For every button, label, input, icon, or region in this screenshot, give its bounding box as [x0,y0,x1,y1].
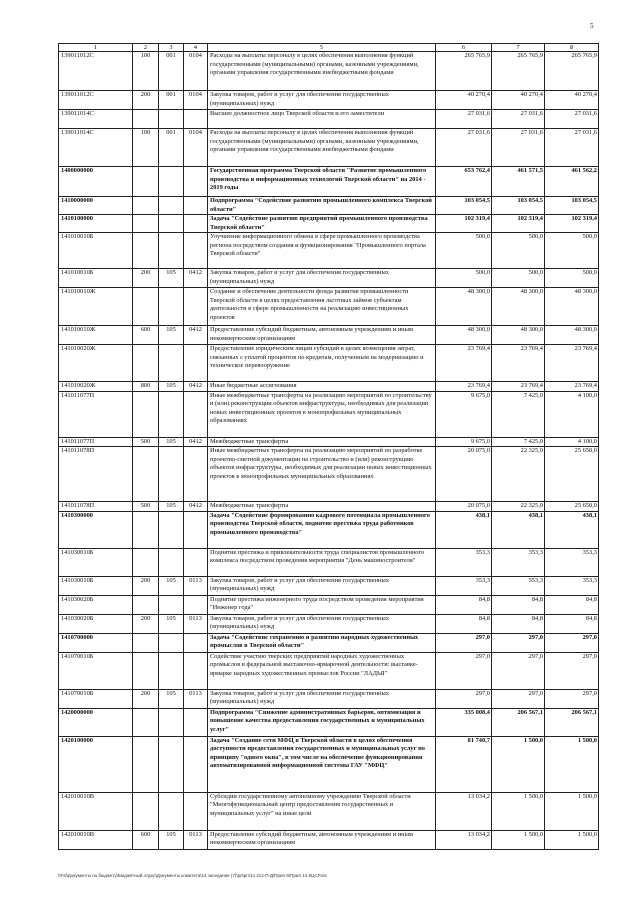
pr-cell: 0113 [184,576,208,595]
value-2017-cell: 297,0 [436,633,492,652]
rz-cell [159,345,184,382]
vr-cell [133,197,159,215]
code-cell: 141011078П [59,502,133,512]
vr-cell [133,511,159,548]
name-cell: Поднятие престижа инженерного труда посредством проведения мероприятия "Инженер года" [208,595,436,614]
rz-cell: 001 [159,52,184,91]
name-cell: Расходы на выплаты персоналу в целях обеспечения выполнения функций государственными (муниципальными) органами, казенными учреждениями, органами управления государственными внебюджетными фондами [208,52,436,91]
rz-cell [159,197,184,215]
table-row [59,548,599,576]
code-cell: 141010010Б [59,269,133,288]
name-cell: Предоставление юридическим лицам субсидий в целях возмещения затрат, связанных с уплатой процентов по кредитам, полученным на модернизацию и техническое перевооружение [208,345,436,382]
pr-cell: 0412 [184,269,208,288]
rz-cell [159,708,184,736]
value-2019-cell: 48 300,0 [545,288,599,326]
value-2019-cell: 23 769,4 [545,382,599,392]
vr-cell [133,633,159,652]
code-cell: 1410300000 [59,511,133,548]
table-row [59,269,599,288]
code-cell: 1400000000 [59,167,133,197]
value-2018-cell: 40 270,4 [492,91,545,110]
vr-cell [133,110,159,129]
name-cell: Закупка товаров, работ и услуг для обеспечения государственных (муниципальных) нужд [208,689,436,708]
name-cell: Задача "Создание сети МФЦ в Тверской области в целях обеспечения доступности предоставления государственных и муниципальных услуг по принципу "одного окна", в том числе на обеспечение функционирования автоматизированной информационной системы ГАУ "МФЦ" [208,736,436,792]
name-cell: Межбюджетные трансферты [208,502,436,512]
value-2018-cell: 7 425,0 [492,437,545,447]
vr-cell [133,652,159,689]
header-row [59,44,599,52]
file-path-footer: \\Fsl\Документы по бюджету\Бюджетный отдел\Документы комитета\14 заседание (7)\рп\рп\14 312-П-Д\Прил 8\Прил 14 КЦСР.xls [58,873,327,878]
table-row [59,52,599,91]
table-row [59,633,599,652]
name-cell: Создание и обеспечение деятельности фонда развития промышленности Тверской области в целях предоставления льготных займов субъектам деятельности в сфере промышленности на реализацию инвестиционных проектов [208,288,436,326]
value-2018-cell: 438,1 [492,511,545,548]
vr-cell [133,391,159,437]
value-2017-cell: 23 769,4 [436,345,492,382]
vr-cell: 200 [133,269,159,288]
pr-cell [184,233,208,269]
vr-cell: 600 [133,326,159,345]
code-cell: 141010010Ж [59,326,133,345]
pr-cell [184,391,208,437]
value-2017-cell: 20 075,0 [436,502,492,512]
value-2017-cell: 84,8 [436,595,492,614]
code-cell: 1410000000 [59,197,133,215]
pr-cell: 0113 [184,614,208,633]
rz-cell [159,633,184,652]
value-2018-cell: 48 300,0 [492,288,545,326]
name-cell: Закупка товаров, работ и услуг для обеспечения государственных (муниципальных) нужд [208,576,436,595]
value-2017-cell: 27 031,6 [436,110,492,129]
code-cell: 141011077П [59,391,133,437]
value-2017-cell: 353,3 [436,548,492,576]
value-2018-cell: 22 325,0 [492,447,545,502]
table-row [59,708,599,736]
vr-cell [133,792,159,830]
pr-cell: 0104 [184,52,208,91]
rz-cell [159,288,184,326]
value-2017-cell: 20 075,0 [436,447,492,502]
value-2017-cell: 48 300,0 [436,326,492,345]
value-2019-cell: 265 765,9 [545,52,599,91]
header-cell-3: 3 [159,44,184,52]
table-row [59,167,599,197]
value-2017-cell: 9 675,0 [436,391,492,437]
value-2019-cell: 27 031,6 [545,110,599,129]
rz-cell [159,548,184,576]
value-2019-cell: 25 650,0 [545,502,599,512]
vr-cell: 800 [133,382,159,392]
rz-cell: 105 [159,576,184,595]
value-2018-cell: 297,0 [492,633,545,652]
value-2017-cell: 297,0 [436,652,492,689]
name-cell: Подпрограмма "Снижение административных барьеров, оптимизация и повышение качества предоставления государственных и муниципальных услуг" [208,708,436,736]
value-2018-cell: 265 765,9 [492,52,545,91]
header-cell-8: 8 [545,44,599,52]
rz-cell [159,110,184,129]
header-cell-6: 6 [436,44,492,52]
table-row [59,382,599,392]
pr-cell [184,215,208,233]
pr-cell: 0113 [184,830,208,849]
name-cell: Высшее должностное лицо Тверской области и его заместители [208,110,436,129]
name-cell: Задача "Содействие формированию кадрового потенциала промышленного производства Тверской области, поднятие престижа труда работников промышленного производства" [208,511,436,548]
code-cell: 1410700000 [59,633,133,652]
pr-cell [184,792,208,830]
rz-cell [159,447,184,502]
vr-cell [133,215,159,233]
value-2019-cell: 1 500,0 [545,830,599,849]
value-2019-cell: 353,3 [545,576,599,595]
table-row [59,736,599,792]
value-2019-cell: 297,0 [545,689,599,708]
table-row [59,215,599,233]
table-row [59,792,599,830]
value-2019-cell: 4 100,0 [545,391,599,437]
value-2017-cell: 81 740,7 [436,736,492,792]
vr-cell [133,288,159,326]
pr-cell [184,595,208,614]
rz-cell [159,792,184,830]
table-row [59,595,599,614]
value-2017-cell: 27 031,6 [436,129,492,167]
page-mark: 5 [590,22,594,30]
table-row [59,197,599,215]
table-row [59,447,599,502]
name-cell: Улучшение информационного обмена в сфере промышленного производства региона посредством создания и функционирования "Промышленного портала Тверской области" [208,233,436,269]
value-2019-cell: 102 319,4 [545,215,599,233]
pr-cell [184,736,208,792]
value-2017-cell: 102 319,4 [436,215,492,233]
pr-cell [184,167,208,197]
header-cell-5: 5 [208,44,436,52]
vr-cell: 100 [133,129,159,167]
value-2017-cell: 48 300,0 [436,288,492,326]
value-2018-cell: 297,0 [492,652,545,689]
value-2018-cell: 23 769,4 [492,382,545,392]
name-cell: Субсидии государственному автономному учреждению Тверской области "Многофункциональный центр предоставления государственных и муниципальных услуг" на иные цели [208,792,436,830]
pr-cell: 0412 [184,326,208,345]
vr-cell [133,167,159,197]
value-2017-cell: 103 054,5 [436,197,492,215]
pr-cell [184,110,208,129]
table-row [59,652,599,689]
pr-cell: 0412 [184,437,208,447]
code-cell: 139011012С [59,52,133,91]
value-2019-cell: 353,3 [545,548,599,576]
value-2019-cell: 1 500,0 [545,792,599,830]
rz-cell: 105 [159,830,184,849]
value-2019-cell: 297,0 [545,652,599,689]
rz-cell: 105 [159,437,184,447]
value-2017-cell: 335 008,4 [436,708,492,736]
value-2019-cell: 25 650,0 [545,447,599,502]
pr-cell: 0104 [184,91,208,110]
value-2018-cell: 500,0 [492,269,545,288]
rz-cell: 105 [159,502,184,512]
value-2018-cell: 84,8 [492,595,545,614]
code-cell: 141010010Б [59,233,133,269]
vr-cell: 600 [133,830,159,849]
rz-cell: 105 [159,382,184,392]
value-2017-cell: 500,0 [436,269,492,288]
value-2019-cell: 84,8 [545,595,599,614]
name-cell: Задача "Содействие сохранению и развитию народных художественных промыслов в Тверской области" [208,633,436,652]
value-2018-cell: 48 300,0 [492,326,545,345]
code-cell: 141011077П [59,437,133,447]
pr-cell [184,548,208,576]
pr-cell [184,652,208,689]
value-2017-cell: 653 762,4 [436,167,492,197]
vr-cell: 500 [133,437,159,447]
pr-cell: 0412 [184,502,208,512]
code-cell: 139011014С [59,110,133,129]
value-2017-cell: 438,1 [436,511,492,548]
value-2019-cell: 27 031,6 [545,129,599,167]
name-cell: Задача "Содействие развитию предприятий промышленного производства Тверской области" [208,215,436,233]
name-cell: Предоставление субсидий бюджетным, автономным учреждениям и иным некоммерческим организациям [208,326,436,345]
budget-table [58,43,599,850]
value-2017-cell: 84,8 [436,614,492,633]
value-2018-cell: 1 500,0 [492,736,545,792]
rz-cell [159,391,184,437]
value-2019-cell: 40 270,4 [545,91,599,110]
vr-cell: 200 [133,576,159,595]
table-row [59,614,599,633]
pr-cell [184,197,208,215]
vr-cell [133,736,159,792]
value-2018-cell: 461 571,5 [492,167,545,197]
code-cell: 1420000000 [59,708,133,736]
name-cell: Расходы на выплаты персоналу в целях обеспечения выполнения функций государственными (муниципальными) органами, казенными учреждениями, органами управления государственными внебюджетными фондами [208,129,436,167]
value-2019-cell: 103 054,5 [545,197,599,215]
rz-cell: 001 [159,91,184,110]
value-2018-cell: 23 769,4 [492,345,545,382]
rz-cell: 105 [159,689,184,708]
table-row [59,511,599,548]
value-2017-cell: 500,0 [436,233,492,269]
value-2017-cell: 13 034,2 [436,830,492,849]
table-row [59,437,599,447]
name-cell: Закупка товаров, работ и услуг для обеспечения государственных (муниципальных) нужд [208,614,436,633]
value-2018-cell: 500,0 [492,233,545,269]
value-2019-cell: 48 300,0 [545,326,599,345]
code-cell: 139011014С [59,129,133,167]
name-cell: Предоставление субсидий бюджетным, автономным учреждениям и иным некоммерческим организациям [208,830,436,849]
value-2018-cell: 84,8 [492,614,545,633]
table-row [59,129,599,167]
header-cell-1: 1 [59,44,133,52]
value-2018-cell: 353,3 [492,576,545,595]
vr-cell [133,595,159,614]
name-cell: Государственная программа Тверской области "Развитие промышленного производства и информационных технологий Тверской области" на 2014 - 2019 годы [208,167,436,197]
value-2018-cell: 206 567,1 [492,708,545,736]
code-cell: 1410100000 [59,215,133,233]
pr-cell: 0412 [184,382,208,392]
code-cell: 141030020Б [59,614,133,633]
value-2017-cell: 265 765,9 [436,52,492,91]
code-cell: 141010020Ж [59,345,133,382]
code-cell: 142010010В [59,830,133,849]
pr-cell: 0113 [184,689,208,708]
name-cell: Иные межбюджетные трансферты на реализацию мероприятий по разработке проектно-сметной документации на строительство и (или) реконструкцию объектов инфраструктуры, необходимых для реализации новых инвестиционных проектов в монопрофильных муниципальных образованиях [208,447,436,502]
rz-cell [159,215,184,233]
rz-cell [159,736,184,792]
pr-cell: 0104 [184,129,208,167]
value-2019-cell: 23 769,4 [545,345,599,382]
code-cell: 141030010Б [59,548,133,576]
value-2019-cell: 500,0 [545,233,599,269]
value-2018-cell: 27 031,6 [492,110,545,129]
vr-cell [133,345,159,382]
name-cell: Содействие участию тверских предприятий народных художественных промыслов в федеральной выставочно-ярмарочной деятельности: выставке-ярмарке народных художественных промыслов России "ЛАДЬЯ" [208,652,436,689]
vr-cell [133,708,159,736]
value-2018-cell: 103 054,5 [492,197,545,215]
value-2018-cell: 1 500,0 [492,792,545,830]
name-cell: Поднятие престижа и привлекательности труда специалистов промышленного комплекса посредством проведения мероприятия "День машиностроителя" [208,548,436,576]
table-row [59,91,599,110]
name-cell: Закупка товаров, работ и услуг для обеспечения государственных (муниципальных) нужд [208,91,436,110]
rz-cell: 105 [159,614,184,633]
table-row [59,576,599,595]
value-2017-cell: 23 769,4 [436,382,492,392]
value-2019-cell: 461 562,2 [545,167,599,197]
pr-cell [184,511,208,548]
vr-cell: 200 [133,614,159,633]
value-2019-cell: 4 100,0 [545,437,599,447]
value-2019-cell: 500,0 [545,269,599,288]
value-2018-cell: 27 031,6 [492,129,545,167]
table-row [59,830,599,849]
code-cell: 141070010Б [59,652,133,689]
value-2019-cell: 206 567,1 [545,708,599,736]
value-2017-cell: 297,0 [436,689,492,708]
value-2019-cell: 438,1 [545,511,599,548]
pr-cell [184,447,208,502]
rz-cell [159,511,184,548]
table-row [59,233,599,269]
value-2019-cell: 297,0 [545,633,599,652]
value-2018-cell: 22 325,0 [492,502,545,512]
header-cell-4: 4 [184,44,208,52]
rz-cell: 105 [159,326,184,345]
value-2018-cell: 1 500,0 [492,830,545,849]
name-cell: Иные межбюджетные трансферты на реализацию мероприятий по строительству и (или) реконструкции объектов инфраструктуры, необходимых для реализации новых инвестиционных проектов в монопрофильных муниципальных образованиях [208,391,436,437]
vr-cell: 100 [133,52,159,91]
value-2018-cell: 7 425,0 [492,391,545,437]
value-2017-cell: 353,3 [436,576,492,595]
value-2017-cell: 13 034,2 [436,792,492,830]
rz-cell [159,233,184,269]
code-cell: 139011012С [59,91,133,110]
table-row [59,391,599,437]
vr-cell [133,233,159,269]
code-cell: 141030010Б [59,576,133,595]
table-row [59,288,599,326]
rz-cell [159,652,184,689]
value-2018-cell: 353,3 [492,548,545,576]
value-2018-cell: 297,0 [492,689,545,708]
rz-cell: 001 [159,129,184,167]
value-2017-cell: 40 270,4 [436,91,492,110]
pr-cell [184,633,208,652]
table-row [59,502,599,512]
code-cell: 141011078П [59,447,133,502]
code-cell: 141010020Ж [59,382,133,392]
value-2019-cell: 84,8 [545,614,599,633]
pr-cell [184,345,208,382]
header-cell-2: 2 [133,44,159,52]
table-row [59,345,599,382]
vr-cell: 200 [133,91,159,110]
value-2018-cell: 102 319,4 [492,215,545,233]
rz-cell [159,595,184,614]
vr-cell: 200 [133,689,159,708]
pr-cell [184,708,208,736]
name-cell: Подпрограмма "Содействие развитию промышленного комплекса Тверской области" [208,197,436,215]
vr-cell [133,447,159,502]
code-cell: 141010010Ж [59,288,133,326]
vr-cell: 500 [133,502,159,512]
table-row [59,110,599,129]
code-cell: 141070010Б [59,689,133,708]
rz-cell [159,167,184,197]
vr-cell [133,548,159,576]
value-2017-cell: 9 675,0 [436,437,492,447]
table-row [59,689,599,708]
name-cell: Межбюджетные трансферты [208,437,436,447]
code-cell: 1420100000 [59,736,133,792]
code-cell: 142010010В [59,792,133,830]
name-cell: Иные бюджетные ассигнования [208,382,436,392]
rz-cell: 105 [159,269,184,288]
pr-cell [184,288,208,326]
header-cell-7: 7 [492,44,545,52]
name-cell: Закупка товаров, работ и услуг для обеспечения государственных (муниципальных) нужд [208,269,436,288]
table-row [59,326,599,345]
value-2019-cell: 1 500,0 [545,736,599,792]
code-cell: 141030020Б [59,595,133,614]
